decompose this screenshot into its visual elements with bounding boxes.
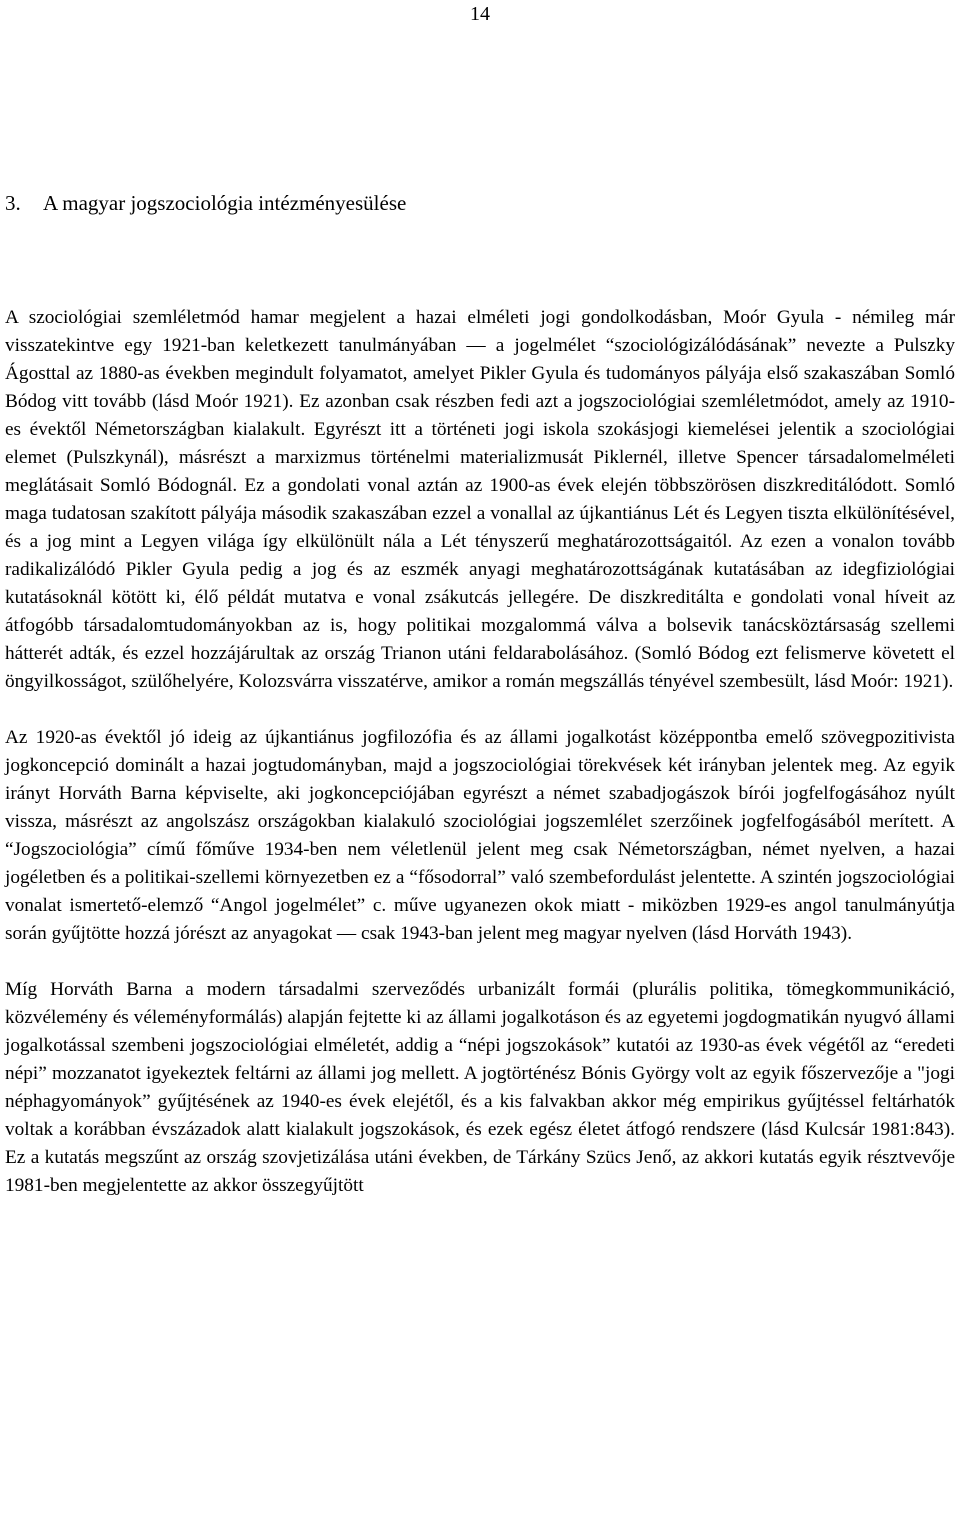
paragraph: Az 1920-as évektől jó ideig az újkantiánus jogfilozófia és az állami jogalkotást középpontba emelő szövegpozitivista jogkoncepció dominált a hazai jogtudományban, majd a jogszociológiai törekvések két irányban jelentek meg. Az egyik irányt Horváth Barna képviselte, aki jogkoncepciójában egyrészt a német szabadjogászok bírói jogfelfogásához nyúlt vissza, másrészt az angolszász országokban kialakuló szociológiai jogszemlélet szerzőinek jogfelfogásából merített. A “Jogszociológia” című főműve 1934-ben nem véletlenül jelent meg csak Németországban, német nyelven, a hazai jogéletben és a politikai-szellemi környezetben ez a “fősodorral” való szembefordulást jelentette. A szintén jogszociológiai vonalat ismertető-elemző “Angol jogelmélet” c. műve ugyanezen okok miatt - miközben 1929-es angol tanulmányútja során gyűjtötte hozzá jórészt az anyagokat — csak 1943-ban jelent meg magyar nyelven (lásd Horváth 1943). (5, 727, 955, 944)
paragraph: A szociológiai szemléletmód hamar megjelent a hazai elméleti jogi gondolkodásban, Moór Gyula - némileg már visszatekintve egy 1921-ban keletkezett tanulmányában — a jogelmélet “szociológizálódásának” nevezte a Pulszky Ágosttal az 1880-as években megindult folyamatot, amelyet Pikler Gyula és tudományos pályája első szakaszában Somló Bódog vitt tovább (lásd Moór 1921). Ez azonban csak részben fedi azt a jogszociológiai szemléletmódot, amely az 1910-es évektől Németországban kialakult. Egyrészt itt a történeti jogi iskola szokásjogi kiemelései jelentik a szociológiai elemet (Pulszkynál), másrészt a marxizmus történelmi materializmusát Piklernél, illetve Spencer társadalomelméleti meglátásait Somló Bódognál. Ez a gondolati vonal aztán az 1900-as évek elején többszörösen diszkreditálódott. Somló maga tudatosan szakított pályája második szakaszában ezzel a vonallal az újkantiánus Lét és Legyen tiszta elkülönítésével, és a jog mint a Legyen világa így elkülönült nála a Lét tényszerű meghatározottságaitól. Az ezen a vonalon tovább radikalizálódó Pikler Gyula pedig a jog és az eszmék anyagi meghatározottságának kutatásában az idegfiziológiai kutatásoknál kötött ki, élő példát mutatva e vonal zsákutcás jellegére. De diszkreditálta e gondolati vonal híveit az átfogóbb társadalomtudományokban az is, hogy politikai mozgalommá válva a bolsevik tanácsköztársaság szellemi hátterét adták, és ezzel hozzájárultak az ország Trianon utáni feldarabolásához. (Somló Bódog ezt felismerve követett el öngyilkosságot, szülőhelyére, Kolozsvárra visszatérve, amikor a román megszállás tényével szembesült, lásd Moór: 1921). (5, 307, 955, 692)
paragraph: Míg Horváth Barna a modern társadalmi szerveződés urbanizált formái (plurális politika, tömegkommunikáció, közvélemény és véleményformálás) alapján fejtette ki az állami jogalkotáson és az egyetemi jogdogmatikán nyugvó állami jogalkotással szembeni jogszociológiai elméletét, addig a “népi jogszokások” kutatói az 1930-as évek végétől az “eredeti népi” mozzanatot igyekeztek feltárni az állami jog mellett. A jogtörténész Bónis György volt az egyik főszervezője a "jogi néphagyományok” gyűjtésének az 1940-es évek elejétől, és a kis falvakban akkor még empirikus gyűjtéssel feltárhatók voltak a korábban évszázadok alatt kialakult jogszokások, és ezek egész életet átfogó rendszere (lásd Kulcsár 1981:843). Ez a kutatás megszűnt az ország szovjetizálása utáni években, de Tárkány Szücs Jenő, az akkori kutatás egyik résztvevője 1981-ben megjelentette az akkor összegyűjtött (5, 979, 955, 1196)
body-text (5, 304, 955, 1200)
section-title: A magyar jogszociológia intézményesülése (43, 191, 407, 215)
section-heading (5, 188, 406, 218)
page-number: 14 (470, 3, 490, 25)
section-number: 3. (5, 191, 21, 215)
